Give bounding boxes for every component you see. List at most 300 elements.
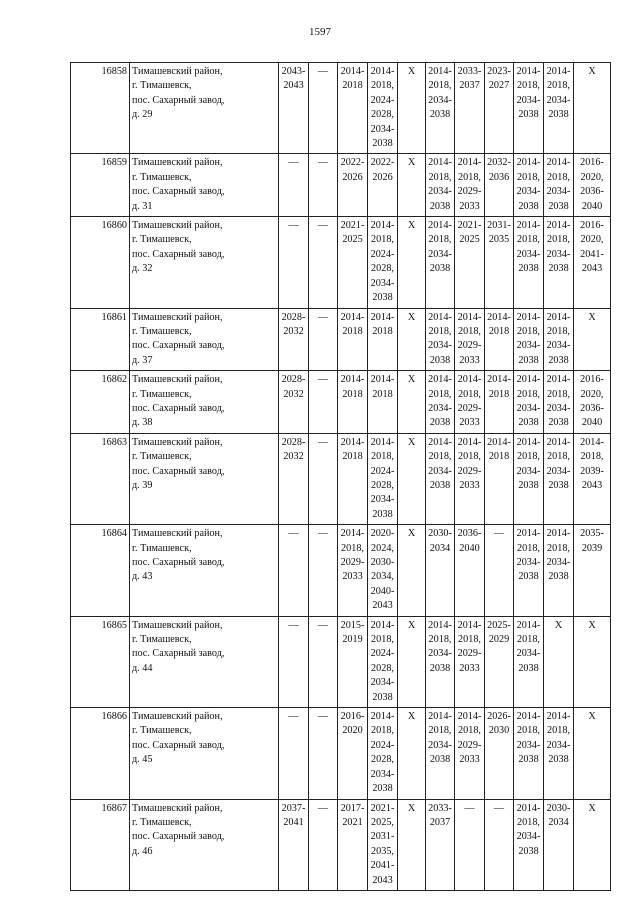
period-value: 2034- xyxy=(428,648,452,660)
period-value: 2038 xyxy=(548,479,569,491)
period-value: 2038 xyxy=(518,845,539,857)
period-cell xyxy=(338,217,368,308)
period-value: 2018 xyxy=(372,325,393,337)
period-cell xyxy=(485,63,514,154)
period-value: 2038 xyxy=(548,263,569,275)
period-cell xyxy=(514,616,544,707)
period-value: 2038 xyxy=(518,417,539,429)
address-cell xyxy=(130,63,279,154)
address-line: г. Тимашевск, xyxy=(132,80,192,92)
period-value: 2029- xyxy=(457,648,482,660)
address-line: Тимашевский район, xyxy=(132,436,223,448)
period-value: 2034- xyxy=(546,739,571,751)
period-value: 2038 xyxy=(429,417,451,429)
period-cell xyxy=(368,371,398,434)
period-value: 2034- xyxy=(516,94,541,106)
period-cell xyxy=(309,217,338,308)
period-value: 2033 xyxy=(459,417,480,429)
period-value: 2034- xyxy=(428,739,452,751)
period-cell xyxy=(309,616,338,707)
period-cell xyxy=(279,799,309,890)
period-value: 2018, xyxy=(517,542,540,554)
period-value: 2018, xyxy=(517,171,540,183)
period-cell xyxy=(514,308,544,371)
period-value: 2030- xyxy=(546,802,571,814)
period-value: 2014- xyxy=(428,619,452,631)
period-value: 2028, xyxy=(371,479,394,491)
period-value: — xyxy=(317,66,329,77)
period-value: 2028, xyxy=(371,109,394,121)
period-value: 2034- xyxy=(516,739,541,751)
period-value: 2038 xyxy=(548,354,569,366)
period-value: 2038 xyxy=(429,263,451,275)
period-value: 2037- xyxy=(281,802,306,814)
period-value: X xyxy=(407,711,416,723)
period-value: 2018, xyxy=(428,451,452,463)
period-value: 2024- xyxy=(370,739,395,751)
period-value: 2025- xyxy=(487,619,511,631)
period-value: 2018, xyxy=(517,725,540,737)
period-cell xyxy=(309,63,338,154)
period-value: X xyxy=(407,802,416,814)
period-value: 2031- xyxy=(370,831,395,843)
address-line: д. 38 xyxy=(132,417,153,429)
record-number: 16859 xyxy=(71,154,130,217)
period-value: 2014- xyxy=(340,374,365,386)
period-value: 2041- xyxy=(580,248,604,260)
period-cell xyxy=(455,63,485,154)
period-value: — xyxy=(317,220,329,232)
period-value: 2018 xyxy=(342,451,363,463)
period-value: 2018, xyxy=(458,171,481,183)
address-cell xyxy=(130,217,279,308)
address-line: г. Тимашевск, xyxy=(132,634,192,646)
period-cell xyxy=(338,63,368,154)
period-value: 2033 xyxy=(459,754,480,766)
period-value: 2028, xyxy=(371,263,394,275)
period-value: 2040 xyxy=(459,542,480,554)
period-cell xyxy=(368,433,398,524)
address-line: д. 37 xyxy=(132,354,153,366)
table-row xyxy=(71,308,611,371)
period-value: 2018, xyxy=(371,80,394,92)
period-value: 2014- xyxy=(546,157,571,169)
period-value: 2014- xyxy=(516,220,541,232)
period-value: 2032 xyxy=(283,325,304,337)
period-value: 2018, xyxy=(517,451,540,463)
period-cell xyxy=(309,371,338,434)
period-cell xyxy=(485,616,514,707)
period-value: 2014- xyxy=(516,711,541,723)
period-cell xyxy=(574,616,611,707)
period-value: 2028, xyxy=(371,662,394,674)
period-value: 2037 xyxy=(429,816,451,828)
period-value: 2034- xyxy=(428,248,452,260)
address-line: д. 29 xyxy=(132,109,153,121)
period-value: 2038 xyxy=(518,109,539,121)
period-value: 2018, xyxy=(341,542,364,554)
period-value: 2018, xyxy=(517,634,540,646)
period-value: 2018 xyxy=(372,388,393,400)
period-value: 2043 xyxy=(581,479,603,491)
period-cell xyxy=(338,308,368,371)
period-value: 2026 xyxy=(372,171,393,183)
period-value: 2021- xyxy=(340,220,365,232)
address-line: г. Тимашевск, xyxy=(132,388,192,400)
period-value: 2018, xyxy=(428,80,452,92)
period-value: 2040- xyxy=(370,585,395,597)
period-value: X xyxy=(407,157,416,169)
housing-registry-table xyxy=(70,62,611,891)
period-value: 2028- xyxy=(281,374,306,386)
period-cell xyxy=(398,799,426,890)
table-row xyxy=(71,616,611,707)
period-value: 2038 xyxy=(548,754,569,766)
period-value: 2018 xyxy=(488,325,510,337)
period-value: 2018 xyxy=(342,388,363,400)
period-cell xyxy=(544,371,574,434)
period-cell xyxy=(544,217,574,308)
period-value: 2034- xyxy=(546,557,571,568)
address-line: пос. Сахарный завод, xyxy=(132,94,225,106)
period-cell xyxy=(309,154,338,217)
period-value: 2038 xyxy=(518,354,539,366)
period-cell xyxy=(485,154,514,217)
period-value: 2014- xyxy=(340,436,365,448)
period-cell xyxy=(455,525,485,616)
period-value: 2036- xyxy=(457,528,482,540)
period-cell xyxy=(455,616,485,707)
period-value: 2038 xyxy=(372,508,393,520)
period-cell xyxy=(544,708,574,799)
address-line: г. Тимашевск, xyxy=(132,725,192,737)
period-value: 2029 xyxy=(488,634,510,646)
period-cell xyxy=(338,154,368,217)
address-line: д. 45 xyxy=(132,754,153,766)
period-value: 2014- xyxy=(428,66,452,77)
period-value: 2014- xyxy=(370,711,395,723)
period-value: 2038 xyxy=(372,691,393,703)
table-row xyxy=(71,799,611,890)
period-value: 2021- xyxy=(370,802,395,814)
period-value: 2034- xyxy=(516,340,541,352)
record-number: 16861 xyxy=(71,308,130,371)
period-value: 2019 xyxy=(342,634,363,646)
period-value: 2020, xyxy=(580,388,604,400)
period-cell xyxy=(485,433,514,524)
period-value: 2034 xyxy=(429,542,451,554)
period-value: 2014- xyxy=(457,711,482,723)
period-value: 2018, xyxy=(428,388,452,400)
period-cell xyxy=(455,708,485,799)
period-value: 2038 xyxy=(548,417,569,429)
period-value: — xyxy=(317,311,329,323)
address-cell xyxy=(130,525,279,616)
period-value: 2014- xyxy=(516,311,541,323)
period-value: 2018, xyxy=(428,171,452,183)
period-value: 2038 xyxy=(372,292,393,304)
period-value: 2031- xyxy=(487,220,511,232)
period-value: — xyxy=(317,528,329,540)
period-value: 2030- xyxy=(370,557,395,568)
period-cell xyxy=(485,217,514,308)
period-value: 2024- xyxy=(370,465,395,477)
period-value: 2016- xyxy=(580,157,604,169)
period-cell xyxy=(368,63,398,154)
period-value: 2022- xyxy=(340,157,365,169)
period-value: 2023- xyxy=(487,66,511,77)
period-value: 2034- xyxy=(546,465,571,477)
period-value: 2029- xyxy=(457,402,482,414)
period-value: 2034- xyxy=(370,123,395,135)
period-value: 2018 xyxy=(342,80,363,92)
address-line: пос. Сахарный завод, xyxy=(132,648,225,660)
period-value: 2014- xyxy=(580,436,604,448)
period-value: 2034- xyxy=(428,402,452,414)
period-value: 2014- xyxy=(340,311,365,323)
period-cell xyxy=(574,799,611,890)
period-cell xyxy=(514,799,544,890)
period-value: 2014- xyxy=(546,528,571,540)
period-cell xyxy=(338,616,368,707)
period-value: 2020, xyxy=(580,234,604,246)
period-value: 2038 xyxy=(429,662,451,674)
period-value: 2018, xyxy=(458,725,481,737)
period-cell xyxy=(309,525,338,616)
period-value: 2014- xyxy=(487,374,511,386)
period-value: 2015- xyxy=(340,619,365,631)
period-value: 2018, xyxy=(517,816,540,828)
period-cell xyxy=(279,708,309,799)
address-line: пос. Сахарный завод, xyxy=(132,465,225,477)
table-row xyxy=(71,154,611,217)
page-number: 1597 xyxy=(309,26,331,38)
period-value: 2024- xyxy=(370,248,395,260)
period-cell xyxy=(544,616,574,707)
period-cell xyxy=(514,433,544,524)
period-value: X xyxy=(588,802,596,814)
period-cell xyxy=(279,63,309,154)
period-value: 2029- xyxy=(340,557,365,568)
period-value: 2036- xyxy=(580,186,604,198)
period-value: 2014- xyxy=(516,619,541,631)
period-cell xyxy=(574,308,611,371)
period-value: 2035, xyxy=(371,845,394,857)
period-cell xyxy=(279,525,309,616)
period-cell xyxy=(368,708,398,799)
period-value: 2035 xyxy=(488,234,510,246)
period-value: 2037 xyxy=(459,80,480,92)
period-value: 2032 xyxy=(283,451,304,463)
period-value: 2032- xyxy=(487,157,511,169)
period-value: X xyxy=(588,66,596,77)
period-value: 2030- xyxy=(428,528,452,540)
period-value: 2014- xyxy=(457,619,482,631)
period-value: 2034- xyxy=(370,494,395,506)
period-value: 2034- xyxy=(428,186,452,198)
period-value: — xyxy=(317,436,329,448)
period-value: 2022- xyxy=(370,157,395,169)
period-cell xyxy=(279,371,309,434)
period-cell xyxy=(368,308,398,371)
period-value: 2043 xyxy=(581,263,603,275)
period-value: 2018, xyxy=(458,451,481,463)
period-value: 2039- xyxy=(580,465,604,477)
address-cell xyxy=(130,308,279,371)
period-value: 2021 xyxy=(342,816,363,828)
period-value: 2018, xyxy=(547,325,570,337)
period-value: 2014- xyxy=(340,528,365,540)
address-line: пос. Сахарный завод, xyxy=(132,831,225,843)
period-value: 2025 xyxy=(459,234,480,246)
period-cell xyxy=(338,708,368,799)
address-line: г. Тимашевск, xyxy=(132,451,192,463)
period-value: 2038 xyxy=(429,754,451,766)
period-value: 2018, xyxy=(458,634,481,646)
period-value: 2014- xyxy=(370,374,395,386)
period-cell xyxy=(368,154,398,217)
period-cell xyxy=(574,708,611,799)
period-cell xyxy=(398,217,426,308)
address-cell xyxy=(130,616,279,707)
period-cell xyxy=(338,525,368,616)
period-value: 2038 xyxy=(518,479,539,491)
period-cell xyxy=(426,371,455,434)
period-value: X xyxy=(407,436,416,448)
period-value: 2014- xyxy=(428,711,452,723)
period-cell xyxy=(368,217,398,308)
record-number: 16865 xyxy=(71,616,130,707)
address-line: д. 32 xyxy=(132,263,153,275)
period-value: — xyxy=(288,619,299,631)
period-value: X xyxy=(407,619,416,631)
period-value: 2020, xyxy=(580,171,604,183)
period-value: 2033 xyxy=(459,354,480,366)
period-value: 2014- xyxy=(516,66,541,77)
period-cell xyxy=(398,63,426,154)
period-cell xyxy=(279,308,309,371)
period-value: 2038 xyxy=(518,263,539,275)
period-value: 2036- xyxy=(580,402,604,414)
period-cell xyxy=(309,308,338,371)
period-value: 2018, xyxy=(428,634,452,646)
address-line: г. Тимашевск, xyxy=(132,234,192,246)
period-value: 2040 xyxy=(581,200,603,212)
period-value: 2038 xyxy=(429,200,451,212)
period-value: 2018, xyxy=(580,451,604,463)
period-value: 2029- xyxy=(457,340,482,352)
address-line: г. Тимашевск, xyxy=(132,542,192,554)
address-cell xyxy=(130,154,279,217)
period-cell xyxy=(398,616,426,707)
period-cell xyxy=(455,154,485,217)
period-cell xyxy=(485,525,514,616)
period-value: 2038 xyxy=(518,754,539,766)
period-value: 2014- xyxy=(457,311,482,323)
period-value: 2028- xyxy=(281,436,306,448)
period-value: 2018, xyxy=(547,451,570,463)
period-value: 2014- xyxy=(428,220,452,232)
period-cell xyxy=(279,217,309,308)
period-value: 2029- xyxy=(457,739,482,751)
period-value: 2020 xyxy=(342,725,363,737)
address-line: пос. Сахарный завод, xyxy=(132,340,225,352)
period-value: 2014- xyxy=(370,311,395,323)
period-value: 2029- xyxy=(457,465,482,477)
period-value: 2014- xyxy=(516,157,541,169)
period-cell xyxy=(455,308,485,371)
period-cell xyxy=(514,217,544,308)
address-line: Тимашевский район, xyxy=(132,66,223,77)
period-value: 2038 xyxy=(429,479,451,491)
period-value: 2014- xyxy=(516,528,541,540)
period-value: 2038 xyxy=(518,662,539,674)
period-value: 2018, xyxy=(547,171,570,183)
period-cell xyxy=(544,525,574,616)
period-value: 2014- xyxy=(428,311,452,323)
period-value: 2018, xyxy=(517,325,540,337)
period-cell xyxy=(426,525,455,616)
period-cell xyxy=(485,308,514,371)
period-cell xyxy=(398,371,426,434)
period-value: 2020- xyxy=(370,528,395,540)
period-value: X xyxy=(554,619,563,631)
period-value: 2033 xyxy=(459,200,480,212)
period-value: 2014- xyxy=(546,711,571,723)
period-value: 2038 xyxy=(518,571,539,583)
period-cell xyxy=(279,616,309,707)
address-line: г. Тимашевск, xyxy=(132,325,192,337)
period-value: X xyxy=(588,711,596,723)
period-value: 2033- xyxy=(428,802,452,814)
period-value: — xyxy=(493,802,505,814)
period-cell xyxy=(485,371,514,434)
period-value: — xyxy=(317,802,329,814)
period-value: 2018, xyxy=(517,388,540,400)
period-value: — xyxy=(464,802,475,814)
period-value: 2014- xyxy=(516,436,541,448)
period-cell xyxy=(544,63,574,154)
period-value: 2018, xyxy=(547,725,570,737)
address-line: пос. Сахарный завод, xyxy=(132,248,225,260)
address-line: Тимашевский район, xyxy=(132,311,223,323)
period-value: 2014- xyxy=(516,802,541,814)
address-line: Тимашевский район, xyxy=(132,157,223,169)
period-value: 2041 xyxy=(283,816,304,828)
period-value: 2018 xyxy=(342,325,363,337)
period-value: 2014- xyxy=(457,436,482,448)
period-value: 2014- xyxy=(370,66,395,77)
period-value: 2025, xyxy=(371,816,394,828)
period-value: 2018, xyxy=(547,388,570,400)
address-line: Тимашевский район, xyxy=(132,528,223,540)
period-value: 2014- xyxy=(546,66,571,77)
period-cell xyxy=(544,154,574,217)
period-cell xyxy=(368,799,398,890)
period-value: 2034- xyxy=(516,402,541,414)
period-cell xyxy=(574,217,611,308)
period-value: 2018 xyxy=(488,451,510,463)
period-value: 2018, xyxy=(371,725,394,737)
address-line: д. 31 xyxy=(132,200,153,212)
period-cell xyxy=(426,308,455,371)
period-value: 2034 xyxy=(548,816,569,828)
period-value: 2032 xyxy=(283,388,304,400)
period-value: 2034- xyxy=(516,186,541,198)
period-value: 2018, xyxy=(547,234,570,246)
address-line: Тимашевский район, xyxy=(132,711,223,723)
period-cell xyxy=(455,371,485,434)
